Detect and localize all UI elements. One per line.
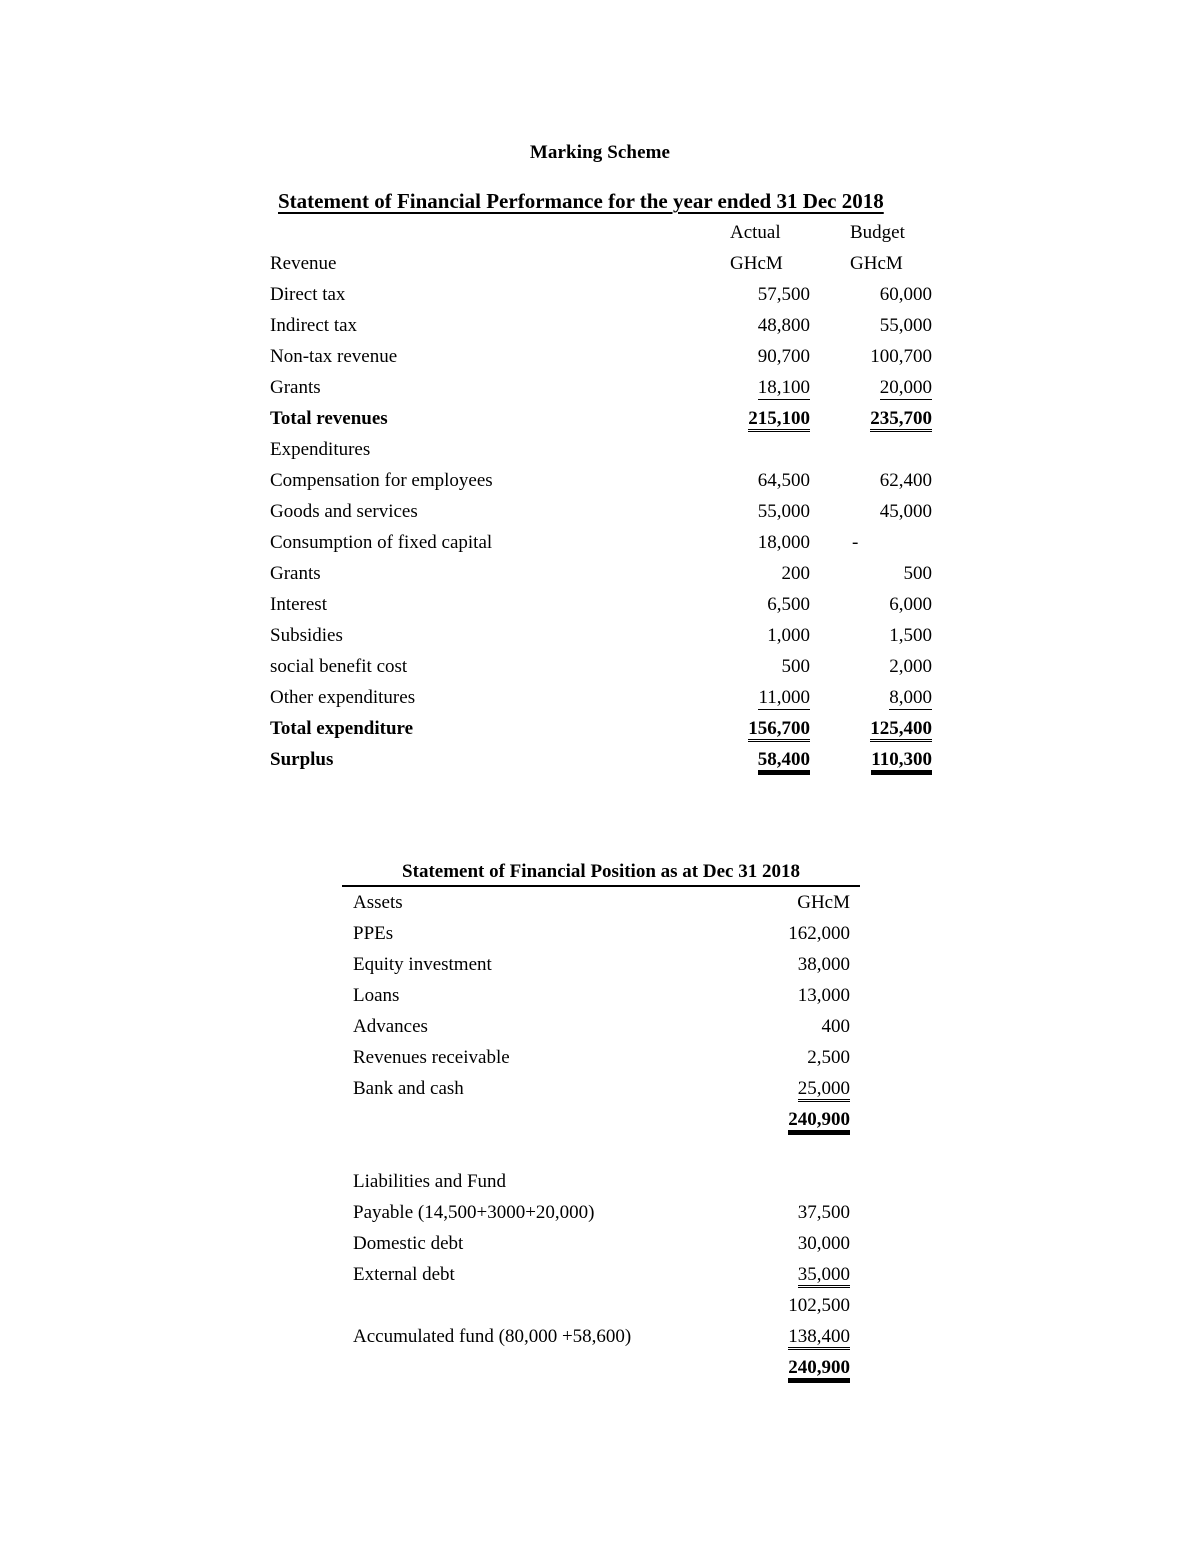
budget-value — [889, 682, 932, 713]
row-label: Accumulated fund (80,000 +58,600) — [353, 1326, 632, 1347]
row-label: PPEs — [353, 923, 394, 944]
row-label: Total expenditure — [270, 718, 414, 739]
row-label: social benefit cost — [270, 656, 408, 677]
liabilities-header-row — [342, 1166, 860, 1197]
expenditure-row — [270, 558, 960, 589]
assets-header-row — [342, 887, 860, 918]
total-liabilities-and-fund-value — [788, 1352, 850, 1383]
row-label: Grants — [270, 377, 321, 398]
actual-total — [748, 403, 810, 434]
col-budget-header: Budget — [850, 222, 905, 243]
unit-actual: GHcM — [730, 253, 783, 274]
actual-value: 64,500 — [757, 470, 810, 491]
row-label: External debt — [353, 1264, 455, 1285]
surplus-row — [270, 744, 960, 775]
heavy-underlined-value: 240,900 — [788, 1358, 850, 1383]
row-label: Revenues receivable — [353, 1047, 510, 1068]
position-title: Statement of Financial Position as at Dec 31 2018 — [342, 858, 860, 887]
actual-value: 90,700 — [757, 346, 810, 367]
column-header-row — [270, 217, 960, 248]
double-underlined-value: 125,400 — [870, 718, 932, 742]
heavy-underlined-value: 58,400 — [758, 750, 810, 775]
row-value: 37,500 — [797, 1202, 850, 1223]
actual-value — [758, 372, 810, 403]
row-label: Equity investment — [353, 954, 492, 975]
budget-value: 6,000 — [889, 594, 932, 615]
asset-row — [342, 1042, 860, 1073]
revenue-row — [270, 310, 960, 341]
double-underlined-value: 156,700 — [748, 718, 810, 742]
asset-row — [342, 1011, 860, 1042]
actual-value: 500 — [781, 656, 810, 677]
asset-row — [342, 949, 860, 980]
row-label: Direct tax — [270, 284, 346, 305]
expenditure-row — [270, 651, 960, 682]
row-label: Goods and services — [270, 501, 418, 522]
heavy-underlined-value: 240,900 — [788, 1110, 850, 1135]
expenditure-row — [270, 589, 960, 620]
expenditures-section-row — [270, 434, 960, 465]
row-label: Bank and cash — [353, 1078, 464, 1099]
row-label: Advances — [353, 1016, 428, 1037]
revenue-row — [270, 279, 960, 310]
row-value: 38,000 — [797, 954, 850, 975]
underlined-value: 18,100 — [757, 377, 810, 398]
row-label: Grants — [270, 563, 321, 584]
row-label: Consumption of fixed capital — [270, 532, 493, 553]
actual-value: 48,800 — [757, 315, 810, 336]
spacer-row — [342, 1135, 860, 1166]
heavy-underlined-value: 110,300 — [871, 750, 932, 775]
row-value — [788, 1321, 850, 1352]
unit-header: GHcM — [797, 892, 850, 913]
document-title: Marking Scheme — [529, 142, 671, 163]
row-label: Subsidies — [270, 625, 343, 646]
unit-budget: GHcM — [850, 253, 903, 274]
asset-row — [342, 1073, 860, 1104]
expenditure-row — [270, 465, 960, 496]
actual-value: 1,000 — [767, 625, 810, 646]
budget-value: 60,000 — [879, 284, 932, 305]
revenue-section-label: Revenue — [270, 253, 337, 274]
actual-value: 200 — [781, 563, 810, 584]
budget-value: - — [852, 532, 859, 553]
budget-total — [870, 403, 932, 434]
expenditure-row — [270, 496, 960, 527]
unit-header-row — [270, 248, 960, 279]
budget-value: 1,500 — [889, 625, 932, 646]
budget-total — [870, 713, 932, 744]
total-liabilities-value: 102,500 — [788, 1295, 850, 1316]
actual-value — [758, 682, 810, 713]
row-label: Indirect tax — [270, 315, 358, 336]
total-expenditure-row — [270, 713, 960, 744]
accumulated-fund-row — [342, 1321, 860, 1352]
financial-performance-statement — [270, 186, 960, 775]
revenue-row — [270, 341, 960, 372]
double-underlined-value: 25,000 — [798, 1078, 850, 1102]
actual-value: 6,500 — [767, 594, 810, 615]
budget-value: 100,700 — [870, 346, 932, 367]
expenditure-row — [270, 682, 960, 713]
actual-value: 18,000 — [757, 532, 810, 553]
liability-row — [342, 1259, 860, 1290]
liability-row — [342, 1197, 860, 1228]
row-label: Loans — [353, 985, 400, 1006]
col-actual-header: Actual — [730, 222, 781, 243]
budget-value: 500 — [903, 563, 932, 584]
underlined-value: 11,000 — [758, 687, 810, 708]
row-label: Surplus — [270, 749, 334, 770]
underlined-value: 8,000 — [889, 687, 932, 708]
liabilities-section-label: Liabilities and Fund — [353, 1171, 507, 1192]
double-underlined-value: 235,700 — [870, 408, 932, 432]
row-value: 2,500 — [807, 1047, 850, 1068]
row-label: Non-tax revenue — [270, 346, 398, 367]
row-value: 13,000 — [797, 985, 850, 1006]
actual-total — [748, 713, 810, 744]
row-label: Compensation for employees — [270, 470, 493, 491]
asset-row — [342, 980, 860, 1011]
budget-value: 2,000 — [889, 656, 932, 677]
row-label: Payable (14,500+3000+20,000) — [353, 1202, 595, 1223]
financial-position-statement — [342, 858, 860, 1383]
expenditure-row — [270, 620, 960, 651]
row-label: Domestic debt — [353, 1233, 464, 1254]
budget-value: 55,000 — [879, 315, 932, 336]
budget-value: 62,400 — [879, 470, 932, 491]
total-liabilities-and-fund-row — [342, 1352, 860, 1383]
row-label: Other expenditures — [270, 687, 416, 708]
total-assets-row — [342, 1104, 860, 1135]
row-value: 162,000 — [788, 923, 850, 944]
row-label: Total revenues — [270, 408, 388, 429]
total-liabilities-row — [342, 1290, 860, 1321]
total-assets-value — [788, 1104, 850, 1135]
row-label: Interest — [270, 594, 327, 615]
expenditures-section-label: Expenditures — [270, 439, 371, 460]
row-value — [798, 1259, 850, 1290]
row-value — [798, 1073, 850, 1104]
actual-value: 55,000 — [757, 501, 810, 522]
row-value: 30,000 — [797, 1233, 850, 1254]
double-underlined-value: 215,100 — [748, 408, 810, 432]
budget-value: 45,000 — [879, 501, 932, 522]
expenditure-row — [270, 527, 960, 558]
underlined-value: 20,000 — [879, 377, 932, 398]
row-value: 400 — [821, 1016, 850, 1037]
revenue-row — [270, 372, 960, 403]
budget-value — [880, 372, 932, 403]
double-underlined-value: 35,000 — [798, 1264, 850, 1288]
liability-row — [342, 1228, 860, 1259]
asset-row — [342, 918, 860, 949]
actual-surplus — [758, 744, 810, 775]
double-underlined-value: 138,400 — [788, 1326, 850, 1350]
assets-section-label: Assets — [353, 892, 403, 913]
performance-title: Statement of Financial Performance for the year ended 31 Dec 2018 — [278, 189, 884, 213]
actual-value: 57,500 — [757, 284, 810, 305]
budget-surplus — [871, 744, 932, 775]
total-revenues-row — [270, 403, 960, 434]
